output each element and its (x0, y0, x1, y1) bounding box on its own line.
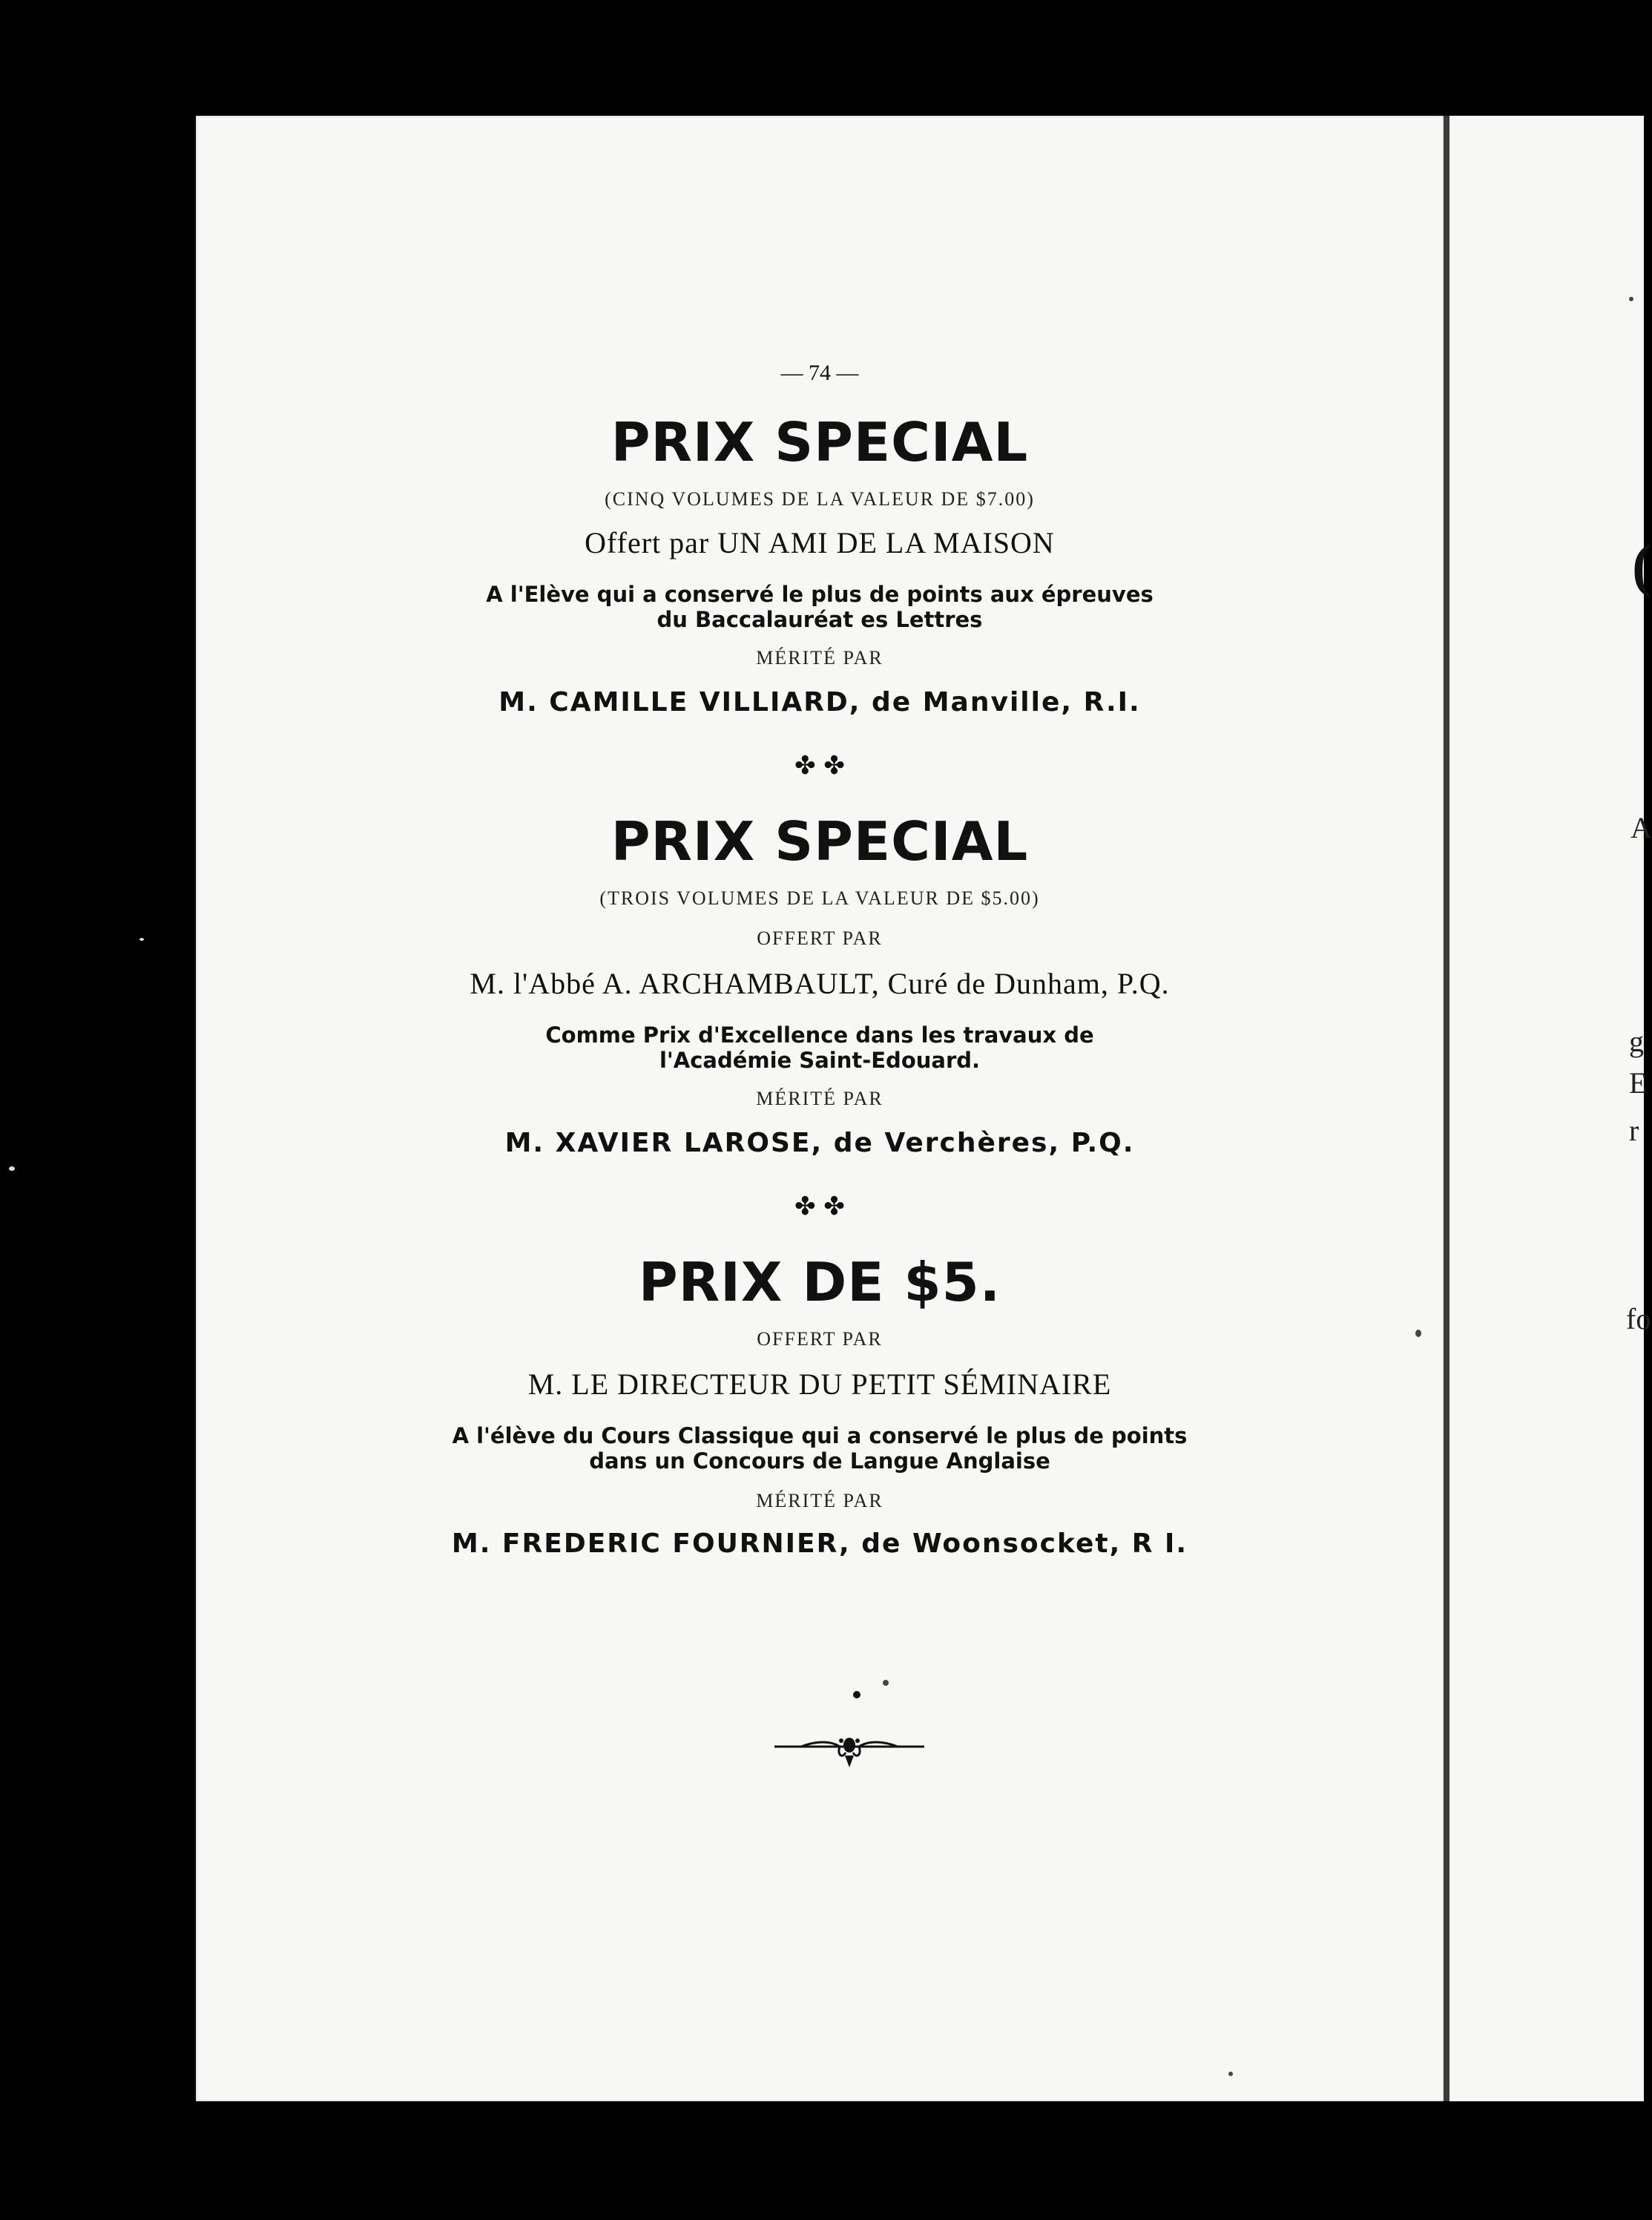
prize-detail: (TROIS VOLUMES DE LA VALEUR DE $5.00) (599, 887, 1040, 909)
fleuron-separator: ✤ ✤ (794, 1192, 845, 1221)
prize-title: PRIX SPECIAL (611, 411, 1029, 473)
prize-title: PRIX DE $5. (638, 1251, 1001, 1313)
prize-winner: M. XAVIER LAROSE, de Verchères, P.Q. (504, 1128, 1135, 1158)
ink-speck (1629, 297, 1633, 301)
right-page-bracket-fragment: ( (1632, 533, 1652, 599)
right-page-fragment: fo (1626, 1302, 1651, 1336)
prize-winner: M. FREDERIC FOURNIER, de Woonsocket, R I. (451, 1528, 1188, 1559)
book-gutter (1444, 116, 1449, 2101)
right-page-fragment: r (1629, 1114, 1639, 1147)
fleuron-separator: ✤ ✤ (794, 751, 845, 781)
prize-description: A l'élève du Cours Classique qui a conservé le plus de points (452, 1423, 1188, 1448)
prize-offered-by: Offert par UN AMI DE LA MAISON (585, 526, 1055, 559)
merit-label: MÉRITÉ PAR (756, 1490, 883, 1511)
right-page-fragment: E (1629, 1066, 1648, 1100)
merit-label: MÉRITÉ PAR (756, 647, 883, 669)
prize-description: l'Académie Saint-Edouard. (659, 1048, 981, 1073)
prize-winner: M. CAMILLE VILLIARD, de Manville, R.I. (498, 687, 1141, 717)
prize-description: A l'Elève qui a conservé le plus de points aux épreuves (486, 582, 1154, 607)
prize-offered-by: M. LE DIRECTEUR DU PETIT SÉMINAIRE (527, 1367, 1112, 1401)
tailpiece-ornament (771, 1689, 927, 1778)
ink-speck (9, 1166, 15, 1171)
right-page-fragment: A (1630, 811, 1652, 844)
offered-label: OFFERT PAR (757, 1328, 883, 1350)
page-number: — 74 — (780, 361, 859, 385)
prize-title: PRIX SPECIAL (611, 810, 1029, 873)
prize-description: dans un Concours de Langue Anglaise (589, 1448, 1050, 1474)
right-page (1449, 116, 1644, 2101)
prize-detail: (CINQ VOLUMES DE LA VALEUR DE $7.00) (605, 488, 1035, 510)
offered-label: OFFERT PAR (757, 927, 883, 949)
prize-description: du Baccalauréat es Lettres (656, 607, 983, 632)
merit-label: MÉRITÉ PAR (756, 1088, 883, 1109)
ink-speck (1228, 2072, 1233, 2076)
ink-speck (883, 1680, 889, 1686)
prize-offered-by: M. l'Abbé A. ARCHAMBAULT, Curé de Dunham, P.Q. (470, 967, 1170, 1000)
prize-description: Comme Prix d'Excellence dans les travaux de (545, 1022, 1094, 1048)
ink-speck (139, 938, 144, 941)
right-page-fragment: g (1629, 1025, 1644, 1058)
